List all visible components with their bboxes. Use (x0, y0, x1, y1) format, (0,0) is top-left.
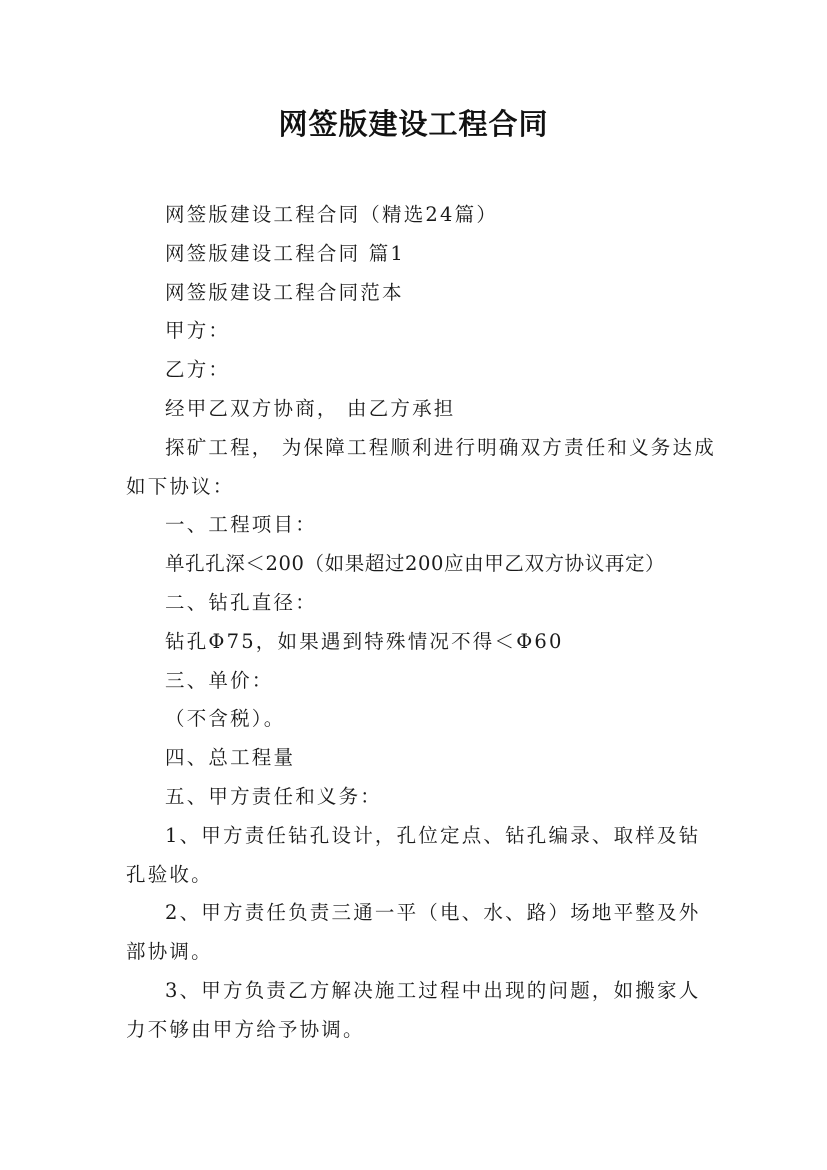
paragraph: 钻孔Φ75，如果遇到特殊情况不得＜Φ60 (165, 629, 564, 653)
paragraph: 探矿工程， 为保障工程顺利进行明确双方责任和义务达成如下协议： (126, 435, 716, 498)
paragraph: 3、甲方负责乙方解决施工过程中出现的问题，如搬家人力不够由甲方给予协调。 (126, 978, 701, 1041)
document-body (126, 196, 716, 1050)
paragraph: 四、总工程量 (165, 746, 296, 770)
paragraph: （不含税）。 (165, 707, 286, 731)
paragraph: 甲方： (165, 319, 231, 343)
paragraph: 二、钻孔直径： (165, 590, 317, 614)
paragraph: 乙方： (165, 358, 231, 382)
paragraph: 一、工程项目： (165, 513, 317, 537)
paragraph: 网签版建设工程合同（精选24篇） (165, 203, 499, 226)
paragraph: 三、单价： (165, 668, 274, 692)
paragraph: 单孔孔深＜200（如果超过200应由甲乙双方协议再定） (165, 552, 666, 576)
paragraph: 2、甲方责任负责三通一平（电、水、路）场地平整及外部协调。 (126, 901, 701, 964)
paragraph: 网签版建设工程合同 篇1 (165, 241, 406, 265)
paragraph: 五、甲方责任和义务： (165, 784, 383, 808)
document-title: 网签版建设工程合同 (278, 107, 549, 141)
paragraph: 网签版建设工程合同范本 (165, 280, 404, 304)
paragraph: 经甲乙双方协商， 由乙方承担 (165, 396, 456, 420)
paragraph: 1、甲方责任钻孔设计，孔位定点、钻孔编录、取样及钻孔验收。 (126, 823, 701, 886)
